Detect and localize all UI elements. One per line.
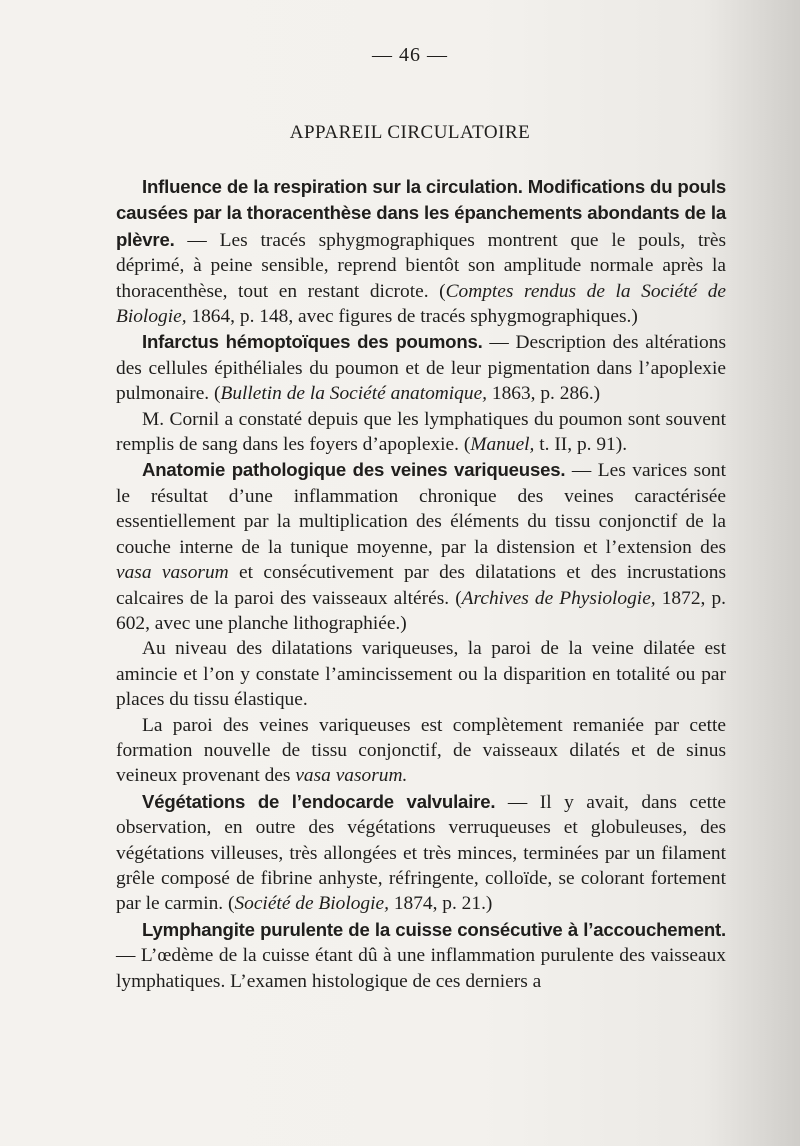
paragraph-paroi-veines <box>116 713 726 789</box>
paragraph-cornil <box>116 407 726 458</box>
body-text <box>116 174 726 994</box>
section-heading: APPAREIL CIRCULATOIRE <box>289 122 531 143</box>
citation: vasa vasorum. <box>295 765 408 787</box>
paragraph-text: La paroi des veines variqueuses est complètement remaniée par cette formation nouvelle de tissu conjonctif, de vaisseaux dilatés et de sinus veineux provenant des <box>116 714 726 787</box>
paragraph-lead: Anatomie pathologique des veines variqueuses. <box>142 459 566 481</box>
paragraph-infarctus <box>116 329 726 406</box>
citation: Comptes rendus de la Société de Biologie, <box>116 280 726 328</box>
paragraph-text: Au niveau des dilatations variqueuses, la paroi de la veine dilatée est amincie et l’on y constate l’amincissement ou la disparition en totalité ou par places du tissu élastique. <box>116 638 726 711</box>
paragraph-lead: Lymphangite purulente de la cuisse consécutive à l’accouchement. <box>142 918 726 940</box>
paragraph-text: — Il y avait, dans cette observation, en outre des végétations verruqueuses et globuleuses, des végétations villeuses, très allongées et très minces, terminées par un filament grêle composé de fibrine anhyste, réfringente, colloïde, se colorant fortement par le carmin. ( <box>116 791 726 915</box>
paragraph-veines-variqueuses <box>116 457 726 636</box>
paragraph-text: M. Cornil a constaté depuis que les lymphatiques du poumon sont souvent remplis de sang dans les foyers d’apoplexie. ( <box>116 408 726 456</box>
citation: vasa vasorum <box>116 562 229 584</box>
paragraph-text: — Description des altérations des cellules épithéliales du poumon et de leur pigmentation dans l’apoplexie pulmonaire. ( <box>116 332 726 405</box>
paragraph-lead: Végétations de l’endocarde valvulaire. <box>142 790 496 812</box>
paragraph-text: 1874, p. 21.) <box>388 893 493 915</box>
page-number: — 46 — <box>372 44 448 66</box>
paragraph-respiration-circulation <box>116 174 726 329</box>
paragraph-text: t. II, p. 91). <box>534 434 628 456</box>
paragraph-text: — Les varices sont le résultat d’une inflammation chronique des veines caractérisée essentiellement par la multiplication des éléments du tissu conjonctif de la couche interne de la tunique moyenne, par la distension et l’extension des <box>116 460 726 558</box>
paragraph-dilatations <box>116 636 726 712</box>
citation: Manuel, <box>470 434 535 456</box>
paragraph-text: et consécutivement par des dilatations et des incrustations calcaires de la paroi des vaisseaux altérés. ( <box>116 562 726 609</box>
paragraph-lymphangite <box>116 917 726 994</box>
citation: Bulletin de la Société anatomique, <box>220 383 488 405</box>
paragraph-lead: Influence de la respiration sur la circulation. Modifications du pouls causées par la thoracenthèse dans les épanchements abondants de la plèvre. <box>116 176 726 250</box>
citation: Société de Biologie, <box>234 893 389 915</box>
paragraph-text: 1872, p. 602, avec une planche lithographiée.) <box>116 587 726 634</box>
paragraph-text: — L’œdème de la cuisse étant dû à une inflammation purulente des vaisseaux lymphatiques. L’examen histologique de ces derniers a <box>116 945 726 992</box>
paragraph-text: 1864, p. 148, avec figures de tracés sphygmographiques.) <box>186 306 638 328</box>
paragraph-text: — Les tracés sphygmographiques montrent que le pouls, très déprimé, à peine sensible, reprend bientôt son amplitude normale après la thoracenthèse, tout en restant dicrote. ( <box>116 229 726 302</box>
citation: Archives de Physiologie, <box>461 587 656 609</box>
paragraph-lead: Infarctus hémoptoïques des poumons. <box>142 331 483 353</box>
paragraph-text: 1863, p. 286.) <box>487 383 601 405</box>
paragraph-vegetations <box>116 789 726 917</box>
